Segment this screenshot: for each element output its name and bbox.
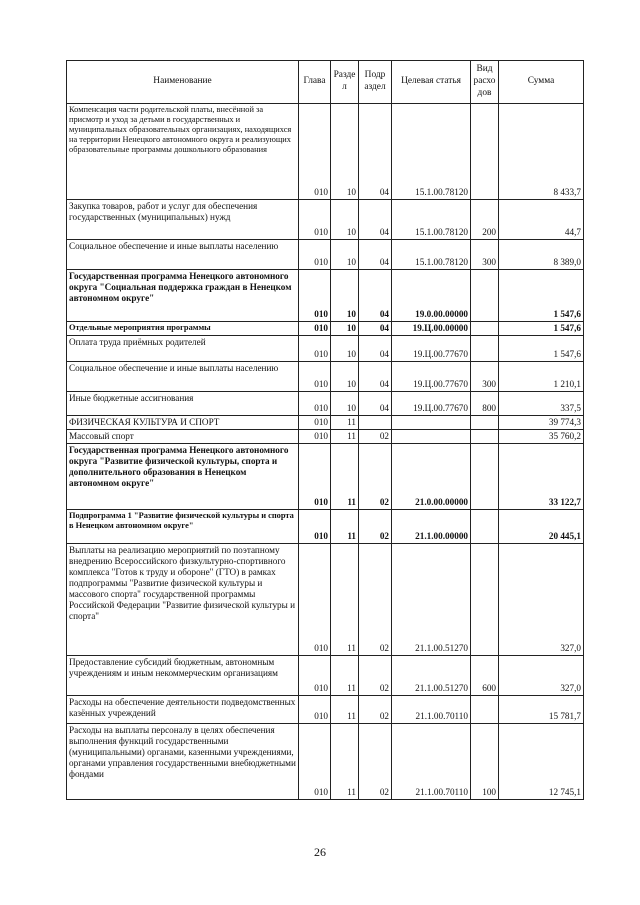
row-vid: 100 bbox=[471, 724, 499, 800]
row-podrazdel: 02 bbox=[359, 544, 392, 656]
page-number: 26 bbox=[314, 845, 326, 859]
row-sum: 1 547,6 bbox=[499, 336, 584, 362]
row-glava: 010 bbox=[299, 322, 331, 336]
row-target: 15.1.00.78120 bbox=[392, 240, 471, 270]
row-vid bbox=[471, 544, 499, 656]
row-target: 21.1.00.51270 bbox=[392, 656, 471, 696]
row-sum: 12 745,1 bbox=[499, 724, 584, 800]
row-glava: 010 bbox=[299, 656, 331, 696]
row-glava: 010 bbox=[299, 430, 331, 444]
table-row bbox=[67, 362, 584, 392]
row-sum: 15 781,7 bbox=[499, 696, 584, 724]
row-razdel: 10 bbox=[331, 240, 359, 270]
table-row bbox=[67, 724, 584, 800]
row-target: 21.1.00.70110 bbox=[392, 696, 471, 724]
table-row bbox=[67, 544, 584, 656]
row-podrazdel: 02 bbox=[359, 510, 392, 544]
row-glava: 010 bbox=[299, 416, 331, 430]
header-glava: Глава bbox=[299, 61, 331, 104]
row-name: Оплата труда приёмных родителей bbox=[67, 336, 299, 362]
row-vid: 800 bbox=[471, 392, 499, 416]
row-vid: 600 bbox=[471, 656, 499, 696]
row-glava: 010 bbox=[299, 240, 331, 270]
row-podrazdel: 04 bbox=[359, 270, 392, 322]
table-row bbox=[67, 336, 584, 362]
row-sum: 44,7 bbox=[499, 200, 584, 240]
row-glava: 010 bbox=[299, 270, 331, 322]
row-vid bbox=[471, 696, 499, 724]
table-row bbox=[67, 270, 584, 322]
row-sum: 1 547,6 bbox=[499, 270, 584, 322]
row-podrazdel: 04 bbox=[359, 362, 392, 392]
row-name: Подпрограмма 1 "Развитие физической культуры и спорта в Ненецком автономном округе" bbox=[67, 510, 299, 544]
table-row bbox=[67, 392, 584, 416]
row-podrazdel: 04 bbox=[359, 200, 392, 240]
row-razdel: 11 bbox=[331, 696, 359, 724]
row-razdel: 11 bbox=[331, 444, 359, 510]
row-podrazdel: 02 bbox=[359, 444, 392, 510]
row-podrazdel: 02 bbox=[359, 696, 392, 724]
row-vid: 300 bbox=[471, 240, 499, 270]
row-razdel: 11 bbox=[331, 510, 359, 544]
row-name: Социальное обеспечение и иные выплаты населению bbox=[67, 362, 299, 392]
table-row bbox=[67, 696, 584, 724]
row-target: 19.Ц.00.77670 bbox=[392, 362, 471, 392]
row-name: Массовый спорт bbox=[67, 430, 299, 444]
row-podrazdel: 02 bbox=[359, 724, 392, 800]
header-sum: Сумма bbox=[499, 61, 584, 104]
row-target: 21.1.00.51270 bbox=[392, 544, 471, 656]
row-name: Выплаты на реализацию мероприятий по поэтапному внедрению Всероссийского физкультурно-спортивного комплекса "Готов к труду и обороне" (ГТО) в рамках подпрограммы "Развитие физической культуры и массового спорта" государственной программы Российской Федерации "Развитие физической культуры и спорта" bbox=[67, 544, 299, 656]
row-target: 19.0.00.00000 bbox=[392, 270, 471, 322]
row-razdel: 10 bbox=[331, 322, 359, 336]
row-name: ФИЗИЧЕСКАЯ КУЛЬТУРА И СПОРТ bbox=[67, 416, 299, 430]
table-row bbox=[67, 104, 584, 200]
row-target: 21.1.00.00000 bbox=[392, 510, 471, 544]
header-vid: Вид расхо дов bbox=[471, 61, 499, 104]
row-razdel: 10 bbox=[331, 104, 359, 200]
row-vid bbox=[471, 510, 499, 544]
row-target bbox=[392, 416, 471, 430]
table-row bbox=[67, 200, 584, 240]
row-sum: 327,0 bbox=[499, 544, 584, 656]
row-vid: 200 bbox=[471, 200, 499, 240]
row-podrazdel: 04 bbox=[359, 104, 392, 200]
row-sum: 33 122,7 bbox=[499, 444, 584, 510]
row-podrazdel: 04 bbox=[359, 240, 392, 270]
row-glava: 010 bbox=[299, 104, 331, 200]
row-glava: 010 bbox=[299, 544, 331, 656]
table-row bbox=[67, 322, 584, 336]
row-name: Государственная программа Ненецкого автономного округа "Социальная поддержка граждан в Ненецком автономном округе" bbox=[67, 270, 299, 322]
table-row bbox=[67, 416, 584, 430]
row-sum: 1 547,6 bbox=[499, 322, 584, 336]
row-razdel: 11 bbox=[331, 430, 359, 444]
row-target: 21.0.00.00000 bbox=[392, 444, 471, 510]
row-glava: 010 bbox=[299, 362, 331, 392]
row-target: 15.1.00.78120 bbox=[392, 200, 471, 240]
row-name: Государственная программа Ненецкого автономного округа "Развитие физической культуры, спорта и дополнительного образования в Ненецком автономном округе" bbox=[67, 444, 299, 510]
row-vid: 300 bbox=[471, 362, 499, 392]
row-target: 19.Ц.00.77670 bbox=[392, 336, 471, 362]
row-sum: 39 774,3 bbox=[499, 416, 584, 430]
row-vid bbox=[471, 270, 499, 322]
row-target: 19.Ц.00.00000 bbox=[392, 322, 471, 336]
row-sum: 8 389,0 bbox=[499, 240, 584, 270]
row-sum: 8 433,7 bbox=[499, 104, 584, 200]
row-glava: 010 bbox=[299, 200, 331, 240]
row-name: Расходы на выплаты персоналу в целях обеспечения выполнения функций государственными (муниципальными) органами, казенными учреждениями, органами управления государственными внебюджетными фондами bbox=[67, 724, 299, 800]
row-vid bbox=[471, 444, 499, 510]
row-sum: 20 445,1 bbox=[499, 510, 584, 544]
row-name: Компенсация части родительской платы, внесённой за присмотр и уход за детьми в государственных и муниципальных образовательных организациях, находящихся на территории Ненецкого автономного округа и реализующих образовательные программы дошкольного образования bbox=[67, 104, 299, 200]
row-name: Закупка товаров, работ и услуг для обеспечения государственных (муниципальных) нужд bbox=[67, 200, 299, 240]
header-name: Наименование bbox=[67, 61, 299, 104]
row-name: Отдельные мероприятия программы bbox=[67, 322, 299, 336]
header-podrazdel: Подр аздел bbox=[359, 61, 392, 104]
row-razdel: 11 bbox=[331, 656, 359, 696]
row-target: 15.1.00.78120 bbox=[392, 104, 471, 200]
row-razdel: 11 bbox=[331, 724, 359, 800]
row-razdel: 10 bbox=[331, 362, 359, 392]
budget-table bbox=[66, 60, 584, 800]
row-razdel: 11 bbox=[331, 544, 359, 656]
row-target: 21.1.00.70110 bbox=[392, 724, 471, 800]
row-glava: 010 bbox=[299, 444, 331, 510]
row-podrazdel: 02 bbox=[359, 430, 392, 444]
row-sum: 327,0 bbox=[499, 656, 584, 696]
row-glava: 010 bbox=[299, 392, 331, 416]
row-target: 19.Ц.00.77670 bbox=[392, 392, 471, 416]
row-vid bbox=[471, 336, 499, 362]
row-name: Расходы на обеспечение деятельности подведомственных казённых учреждений bbox=[67, 696, 299, 724]
row-glava: 010 bbox=[299, 510, 331, 544]
document-page bbox=[66, 60, 583, 800]
table-row bbox=[67, 430, 584, 444]
table-header-row bbox=[67, 61, 584, 104]
row-name: Предоставление субсидий бюджетным, автономным учреждениям и иным некоммерческим организациям bbox=[67, 656, 299, 696]
row-glava: 010 bbox=[299, 336, 331, 362]
header-razdel: Разде л bbox=[331, 61, 359, 104]
row-razdel: 10 bbox=[331, 200, 359, 240]
row-razdel: 10 bbox=[331, 392, 359, 416]
row-vid bbox=[471, 430, 499, 444]
row-podrazdel: 04 bbox=[359, 336, 392, 362]
row-vid bbox=[471, 322, 499, 336]
table-row bbox=[67, 240, 584, 270]
row-vid bbox=[471, 416, 499, 430]
row-glava: 010 bbox=[299, 724, 331, 800]
row-sum: 337,5 bbox=[499, 392, 584, 416]
row-razdel: 10 bbox=[331, 270, 359, 322]
row-sum: 1 210,1 bbox=[499, 362, 584, 392]
row-vid bbox=[471, 104, 499, 200]
table-row bbox=[67, 656, 584, 696]
header-target: Целевая статья bbox=[392, 61, 471, 104]
row-name: Иные бюджетные ассигнования bbox=[67, 392, 299, 416]
row-podrazdel: 04 bbox=[359, 392, 392, 416]
row-podrazdel: 02 bbox=[359, 656, 392, 696]
row-sum: 35 760,2 bbox=[499, 430, 584, 444]
row-podrazdel: 04 bbox=[359, 322, 392, 336]
row-glava: 010 bbox=[299, 696, 331, 724]
row-name: Социальное обеспечение и иные выплаты населению bbox=[67, 240, 299, 270]
table-row bbox=[67, 444, 584, 510]
row-razdel: 10 bbox=[331, 336, 359, 362]
table-row bbox=[67, 510, 584, 544]
row-target bbox=[392, 430, 471, 444]
row-podrazdel bbox=[359, 416, 392, 430]
row-razdel: 11 bbox=[331, 416, 359, 430]
